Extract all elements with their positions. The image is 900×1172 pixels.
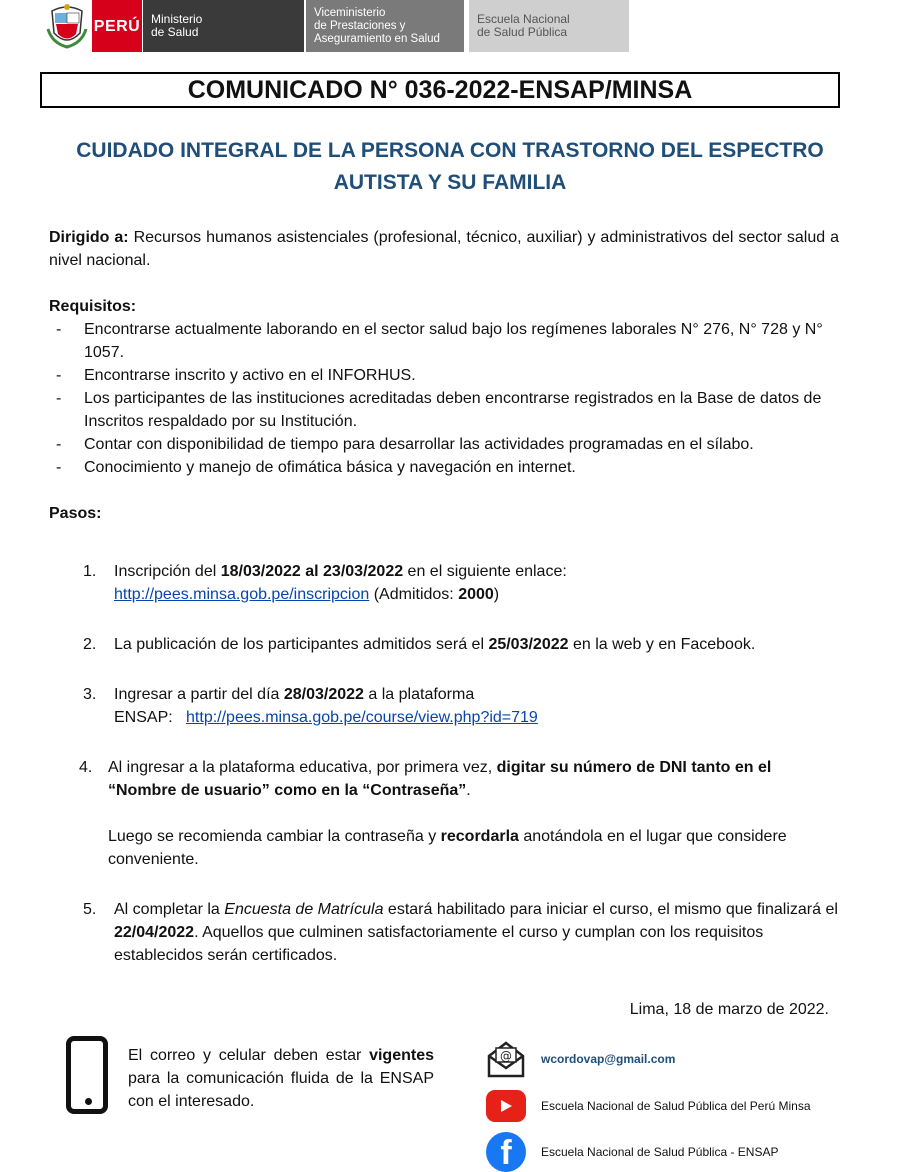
- ministry-label: Ministerio de Salud: [142, 0, 304, 52]
- communique-subtitle: CUIDADO INTEGRAL DE LA PERSONA CON TRASTORNO DEL ESPECTRO AUTISTA Y SU FAMILIA: [76, 139, 824, 194]
- facebook-page-name[interactable]: Escuela Nacional de Salud Pública - ENSAP: [541, 1145, 779, 1159]
- phone-icon: [66, 1036, 108, 1114]
- date-line: Lima, 18 de marzo de 2022.: [629, 1001, 829, 1018]
- facebook-icon: f: [486, 1132, 526, 1172]
- youtube-icon: [486, 1090, 526, 1122]
- list-item: - Los participantes de las instituciones acreditadas deben encontrarse registrados en la Base de datos de Inscritos respaldado por su Institución.: [49, 387, 839, 433]
- youtube-channel-name[interactable]: Escuela Nacional de Salud Pública del Perú Minsa: [541, 1099, 811, 1113]
- facebook-contact: [486, 1132, 778, 1172]
- requirements-list: [49, 318, 839, 479]
- steps-heading: Pasos:: [49, 505, 102, 522]
- email-address[interactable]: wcordovap@gmail.com: [541, 1052, 676, 1066]
- coat-of-arms-icon: [42, 0, 92, 52]
- svg-text:@: @: [500, 1049, 512, 1063]
- step-1: 1. Inscripción del 18/03/2022 al 23/03/2022 en el siguiente enlace: http://pees.minsa.gob.pe/inscripcion (Admitidos: 2000): [83, 563, 567, 603]
- list-item: - Contar con disponibilidad de tiempo para desarrollar las actividades programadas en el sílabo.: [49, 433, 839, 456]
- step-4: 4. Al ingresar a la plataforma educativa, por primera vez, digitar su número de DNI tanto en el “Nombre de usuario” como en la “Contraseña”. Luego se recomienda cambiar la contraseña y recordarla anotándola en el lugar que considere conveniente.: [79, 759, 787, 868]
- footer: [0, 1036, 900, 1172]
- addressed-to: Dirigido a: Recursos humanos asistenciales (profesional, técnico, auxiliar) y administrativos del sector salud a nivel nacional.: [49, 229, 840, 269]
- school-label: Escuela Nacional de Salud Pública: [469, 0, 629, 52]
- communique-title: COMUNICADO N° 036-2022-ENSAP/MINSA: [40, 72, 840, 108]
- registration-link[interactable]: http://pees.minsa.gob.pe/inscripcion: [114, 586, 370, 603]
- course-link[interactable]: http://pees.minsa.gob.pe/course/view.php?id=719: [186, 709, 538, 726]
- communique-body: [49, 226, 839, 1021]
- step-3: 3. Ingresar a partir del día 28/03/2022 a la plataforma ENSAP: http://pees.minsa.gob.pe/course/view.php?id=719: [83, 686, 538, 726]
- requirements-heading: Requisitos:: [49, 298, 137, 315]
- email-contact: [486, 1040, 675, 1078]
- contact-note: El correo y celular deben estar vigentes para la comunicación fluida de la ENSAP con el interesado.: [128, 1047, 434, 1110]
- step-5: 5. Al completar la Encuesta de Matrícula estará habilitado para iniciar el curso, el mismo que finalizará el 22/04/2022. Aquellos que culminen satisfactoriamente el curso y cumplan con los requisitos establecidos serán certificados.: [83, 901, 838, 964]
- list-item: - Conocimiento y manejo de ofimática básica y navegación en internet.: [49, 456, 839, 479]
- youtube-contact: [486, 1090, 811, 1122]
- email-icon: [486, 1040, 526, 1078]
- list-item: - Encontrarse inscrito y activo en el INFORHUS.: [49, 364, 839, 387]
- header-logo-bar: [42, 0, 629, 52]
- list-item: - Encontrarse actualmente laborando en el sector salud bajo los regímenes laborales N° 276, N° 728 y N° 1057.: [49, 318, 839, 364]
- peru-label: PERÚ: [92, 0, 142, 52]
- step-2: 2. La publicación de los participantes admitidos será el 25/03/2022 en la web y en Facebook.: [83, 636, 756, 653]
- vice-ministry-label: Viceministerio de Prestaciones y Aseguramiento en Salud: [306, 0, 464, 52]
